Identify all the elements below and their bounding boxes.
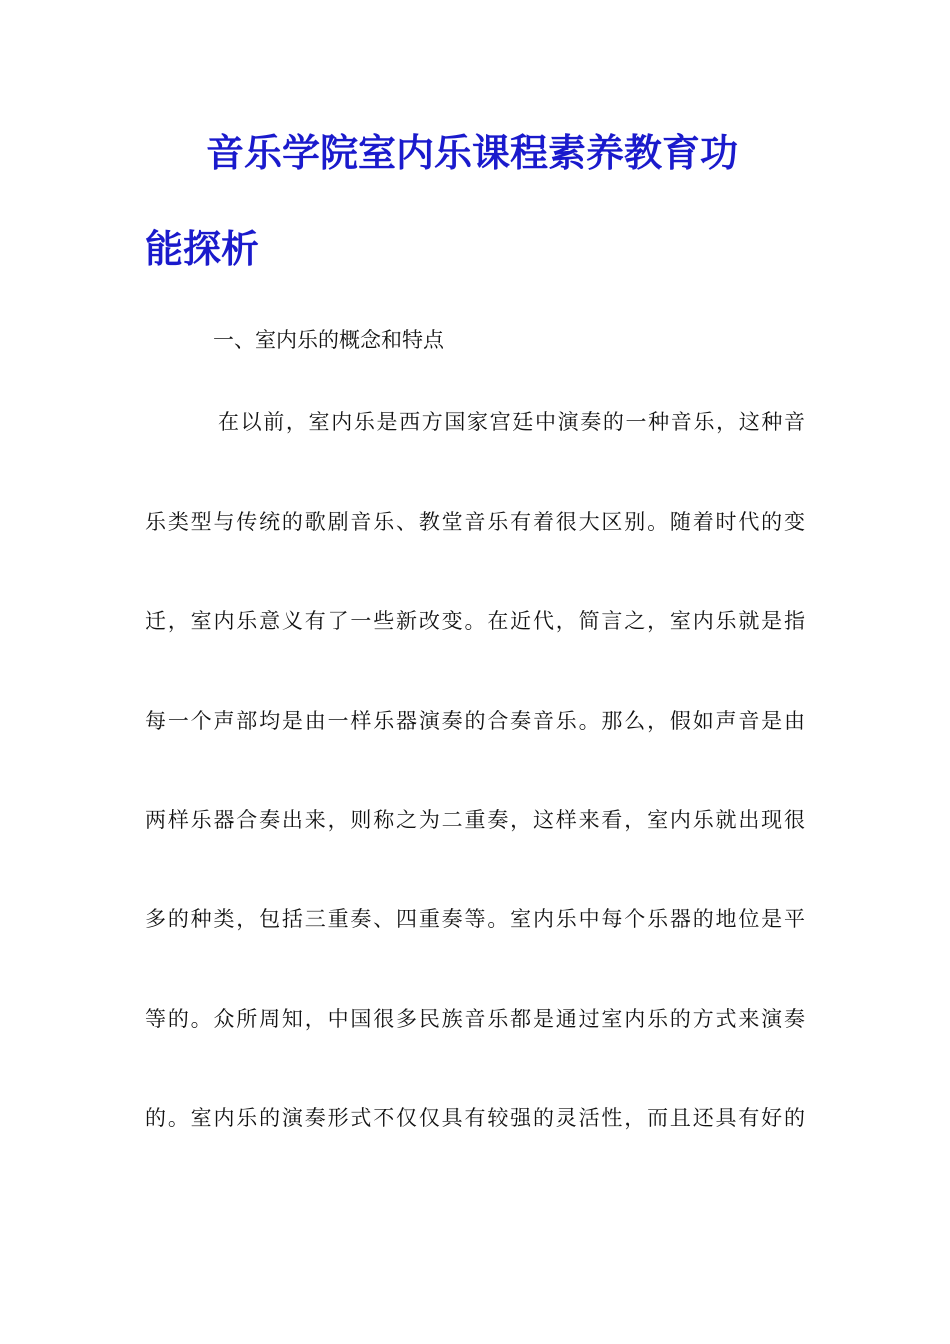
document-title-line-1: 音乐学院室内乐课程素养教育功 [206, 131, 739, 175]
paragraph-line-7: 等的。众所周知，中国很多民族音乐都是通过室内乐的方式来演奏 [145, 1007, 805, 1031]
paragraph-line-4: 每一个声部均是由一样乐器演奏的合奏音乐。那么，假如声音是由 [145, 709, 805, 733]
paragraph-line-8: 的。室内乐的演奏形式不仅仅具有较强的灵活性，而且还具有好的 [145, 1106, 805, 1130]
section-heading: 一、室内乐的概念和特点 [213, 328, 444, 352]
paragraph-line-1: 在以前，室内乐是西方国家宫廷中演奏的一种音乐，这种音 [218, 410, 805, 434]
paragraph-line-2: 乐类型与传统的歌剧音乐、教堂音乐有着很大区别。随着时代的变 [145, 510, 805, 534]
paragraph-line-3: 迁，室内乐意义有了一些新改变。在近代，简言之，室内乐就是指 [145, 609, 805, 633]
document-title-line-2: 能探析 [145, 227, 260, 271]
paragraph-line-5: 两样乐器合奏出来，则称之为二重奏，这样来看，室内乐就出现很 [145, 808, 805, 832]
paragraph-line-6: 多的种类，包括三重奏、四重奏等。室内乐中每个乐器的地位是平 [145, 907, 805, 931]
